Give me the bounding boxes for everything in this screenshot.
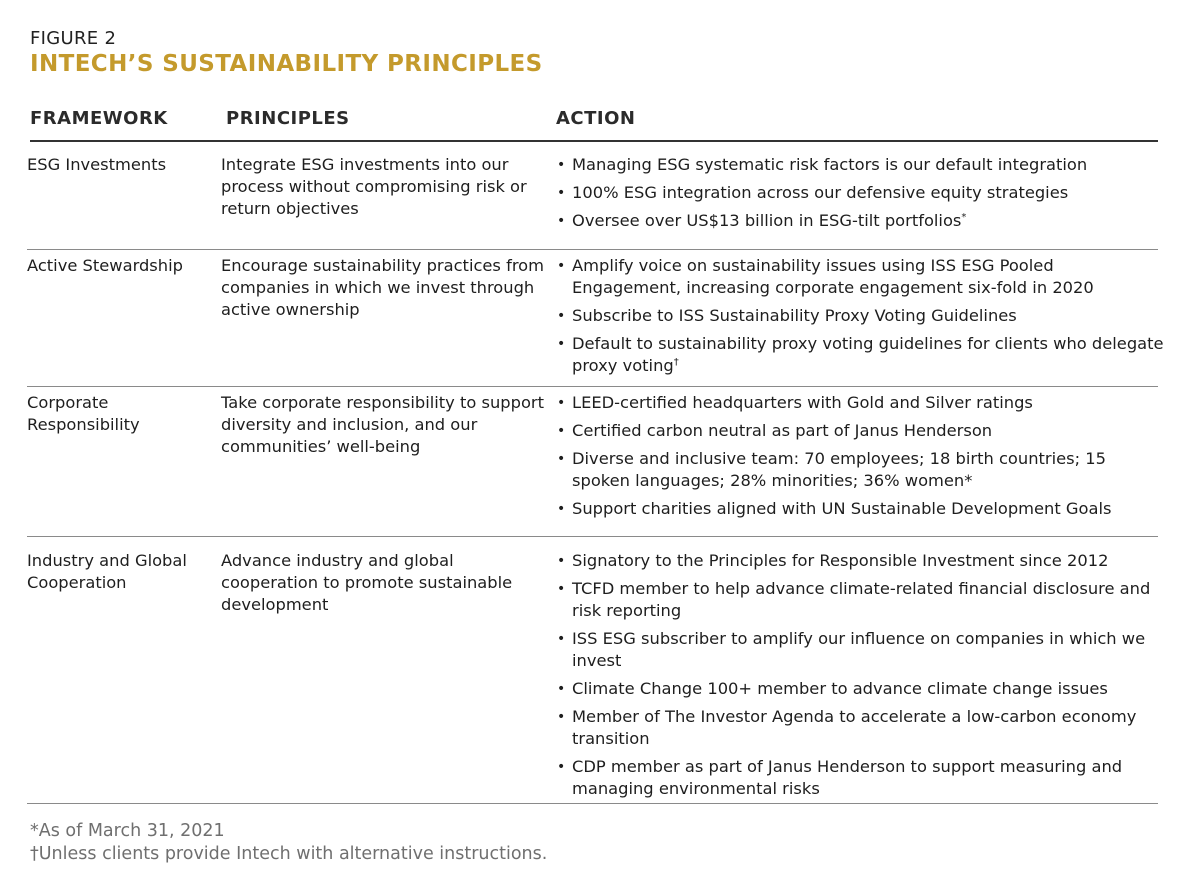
bullet-icon: • [557,631,566,647]
framework-cell: ESG Investments [27,155,167,174]
action-text: Climate Change 100+ member to advance climate change issues [572,679,1108,698]
bullet-icon: • [557,759,566,775]
list-item [556,498,1166,520]
action-text: 100% ESG integration across our defensive equity strategies [572,183,1069,202]
table-header [30,106,1158,142]
principle-cell: Encourage sustainability practices from companies in which we invest through active ownership [221,256,544,319]
bullet-icon: • [557,501,566,517]
action-text: Subscribe to ISS Sustainability Proxy Voting Guidelines [572,306,1017,325]
action-list [556,255,1166,377]
principle-cell: Advance industry and global cooperation to promote sustainable development [221,551,513,614]
action-text: ISS ESG subscriber to amplify our influence on companies in which we invest [572,629,1146,670]
header-framework: FRAMEWORK [30,108,168,129]
table-row [27,250,1164,387]
action-text: LEED-certified headquarters with Gold and Silver ratings [572,393,1033,412]
action-text: CDP member as part of Janus Henderson to support measuring and managing environmental risks [572,757,1123,798]
principle-cell: Integrate ESG investments into our process without compromising risk or return objectives [221,155,527,218]
table-row [27,387,1158,537]
list-item [556,550,1166,572]
footnote-dagger: †Unless clients provide Intech with alternative instructions. [30,844,548,864]
list-item [556,210,1166,232]
action-text: TCFD member to help advance climate-related financial disclosure and risk reporting [572,579,1151,620]
list-item [556,305,1166,327]
figure-label: FIGURE 2 [30,28,117,49]
list-item [556,448,1166,492]
action-text: Managing ESG systematic risk factors is our default integration [572,155,1088,174]
action-text: Certified carbon neutral as part of Janus Henderson [572,421,993,440]
framework-cell: Active Stewardship [27,256,183,275]
bullet-icon: • [557,423,566,439]
action-text: Oversee over US$13 billion in ESG-tilt portfolios [572,211,962,230]
action-cell [556,255,1166,383]
bullet-icon: • [557,553,566,569]
action-cell [556,392,1166,526]
action-cell [556,154,1166,238]
list-item [556,154,1166,176]
list-item [556,182,1166,204]
action-text: Default to sustainability proxy voting guidelines for clients who delegate proxy voting [572,334,1164,375]
bullet-icon: • [557,308,566,324]
list-item [556,420,1166,442]
table-row [27,537,1158,804]
bullet-icon: • [557,681,566,697]
table-row [27,141,1158,250]
bullet-icon: • [557,185,566,201]
list-item [556,756,1166,800]
footnote-mark: * [961,212,967,223]
action-text: Diverse and inclusive team: 70 employees; 18 birth countries; 15 spoken languages; 28% minorities; 36% women* [572,449,1107,490]
principle-cell: Take corporate responsibility to support diversity and inclusion, and our communities’ well-being [221,393,544,456]
bullet-icon: • [557,581,566,597]
list-item [556,255,1166,299]
bullet-icon: • [557,258,566,274]
figure-title: INTECH’S SUSTAINABILITY PRINCIPLES [30,51,543,77]
action-text: Signatory to the Principles for Responsible Investment since 2012 [572,551,1109,570]
header-action: ACTION [556,108,636,129]
list-item [556,678,1166,700]
action-list [556,392,1166,520]
bullet-icon: • [557,157,566,173]
list-item [556,333,1166,377]
action-list [556,154,1166,232]
footnote-date: *As of March 31, 2021 [30,821,225,841]
bullet-icon: • [557,336,566,352]
action-text: Member of The Investor Agenda to accelerate a low-carbon economy transition [572,707,1137,748]
action-cell [556,550,1166,806]
action-list [556,550,1166,800]
framework-cell: Industry and Global Cooperation [27,551,187,592]
bullet-icon: • [557,709,566,725]
bullet-icon: • [557,213,566,229]
list-item [556,706,1166,750]
list-item [556,628,1166,672]
header-principles: PRINCIPLES [226,108,350,129]
footnote-mark: † [673,357,679,368]
bullet-icon: • [557,395,566,411]
action-text: Support charities aligned with UN Sustainable Development Goals [572,499,1112,518]
action-text: Amplify voice on sustainability issues using ISS ESG Pooled Engagement, increasing corporate engagement six-fold in 2020 [572,256,1094,297]
list-item [556,392,1166,414]
framework-cell: Corporate Responsibility [27,393,140,434]
list-item [556,578,1166,622]
bullet-icon: • [557,451,566,467]
footnotes [30,820,547,866]
